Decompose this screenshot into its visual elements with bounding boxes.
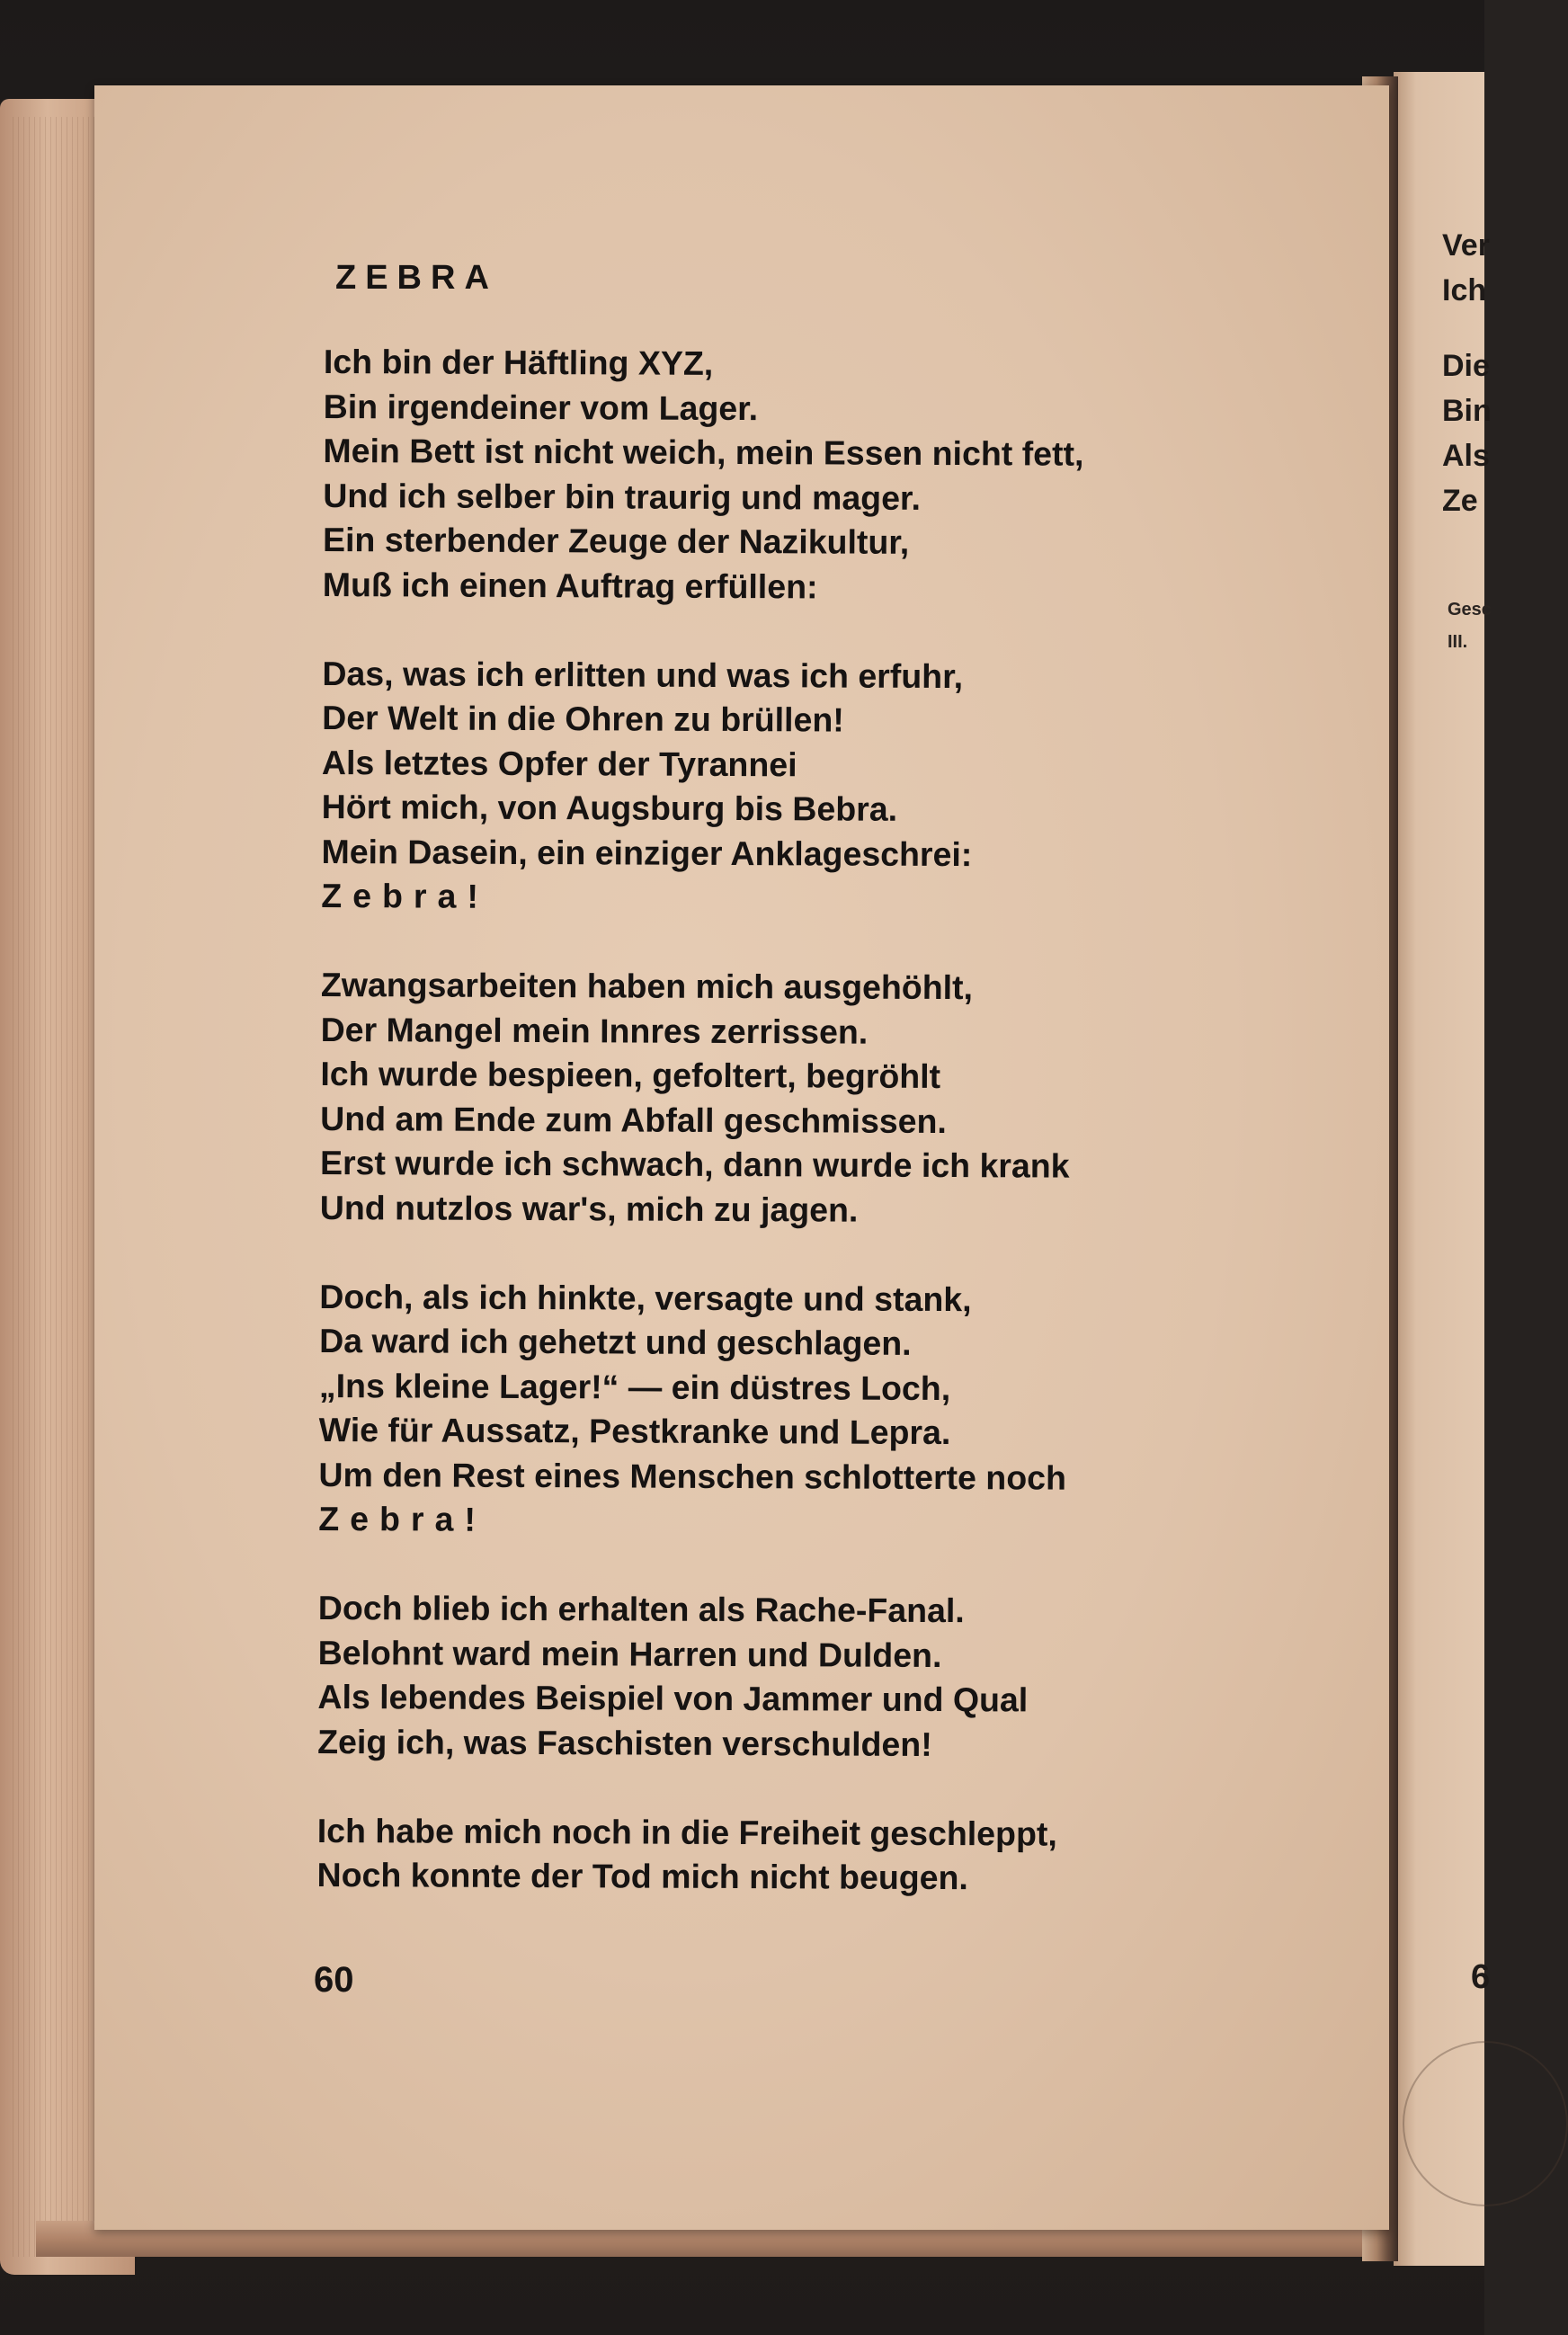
poem-line: Zebra!	[318, 1499, 486, 1538]
stanza	[317, 1586, 1334, 1769]
right-page-stamp-arc	[1403, 2041, 1568, 2206]
right-page-line: Als	[1442, 439, 1490, 473]
poem-body	[316, 340, 1340, 1947]
poem-line: Belohnt ward mein Harren und Dulden.	[317, 1633, 942, 1674]
right-page-line: Ver	[1442, 228, 1490, 263]
poem-title: ZEBRA	[335, 259, 498, 297]
stanza	[321, 651, 1338, 922]
right-page-number: 6	[1471, 1958, 1491, 1996]
poem-line: „Ins kleine Lager!“ — ein düstres Loch,	[318, 1366, 951, 1407]
poem-line: Und ich selber bin traurig und mager.	[323, 476, 922, 517]
poem-line: Muß ich einen Auftrag erfüllen:	[322, 565, 818, 605]
poem-line: Bin irgendeiner vom Lager.	[323, 387, 759, 427]
stanza	[316, 1808, 1332, 1902]
poem-line: Zwangsarbeiten haben mich ausgehöhlt,	[320, 965, 974, 1007]
stanza	[323, 340, 1340, 611]
poem-line: Um den Rest eines Menschen schlotterte noch	[318, 1455, 1067, 1497]
stanza	[318, 1274, 1335, 1546]
poem-line: Der Welt in die Ohren zu brüllen!	[322, 698, 844, 739]
right-page-line: Gesc	[1448, 600, 1492, 619]
poem-line: Noch konnte der Tod mich nicht beugen.	[316, 1855, 968, 1897]
poem-line: Erst wurde ich schwach, dann wurde ich krank	[319, 1143, 1070, 1185]
poem-line: Mein Bett ist nicht weich, mein Essen nicht fett,	[323, 431, 1084, 473]
poem-line: Doch, als ich hinkte, versagte und stank,	[319, 1277, 972, 1318]
right-page-footnote	[1448, 593, 1492, 658]
poem-line: Der Mangel mein Innres zerrissen.	[320, 1010, 869, 1051]
poem-line: Ich habe mich noch in die Freiheit geschleppt,	[316, 1811, 1057, 1853]
page-number: 60	[314, 1960, 354, 2000]
right-page-line: Ich	[1442, 273, 1487, 307]
right-page-text-top	[1442, 223, 1492, 523]
poem-line: Zebra!	[321, 876, 490, 915]
poem-line: Zeig ich, was Faschisten verschulden!	[317, 1722, 932, 1763]
poem-line: Hört mich, von Augsburg bis Bebra.	[321, 787, 898, 828]
poem-line: Und nutzlos war's, mich zu jagen.	[319, 1188, 859, 1229]
poem-line: Mein Dasein, ein einziger Anklageschrei:	[321, 832, 973, 873]
right-page-line: III.	[1448, 632, 1468, 652]
poem-line: Als lebendes Beispiel von Jammer und Qual	[317, 1677, 1029, 1719]
poem-line: Da ward ich gehetzt und geschlagen.	[319, 1321, 912, 1362]
poem-line: Als letztes Opfer der Tyrannei	[321, 743, 797, 783]
poem-line: Doch blieb ich erhalten als Rache-Fanal.	[317, 1588, 965, 1630]
right-page-line: Bin	[1442, 394, 1492, 428]
right-page-line: Ze	[1442, 484, 1478, 518]
poem-line: Und am Ende zum Abfall geschmissen.	[320, 1099, 947, 1140]
poem-line: Ich wurde bespieen, gefoltert, begröhlt	[320, 1054, 941, 1096]
poem-line: Wie für Aussatz, Pestkranke und Lepra.	[318, 1410, 951, 1452]
poem-line: Ein sterbender Zeuge der Nazikultur,	[322, 520, 910, 561]
poem-line: Ich bin der Häftling XYZ,	[323, 342, 714, 382]
right-page-line: Die	[1442, 349, 1490, 383]
poem-line: Das, was ich erlitten und was ich erfuhr,	[322, 654, 964, 695]
stanza	[320, 963, 1337, 1234]
